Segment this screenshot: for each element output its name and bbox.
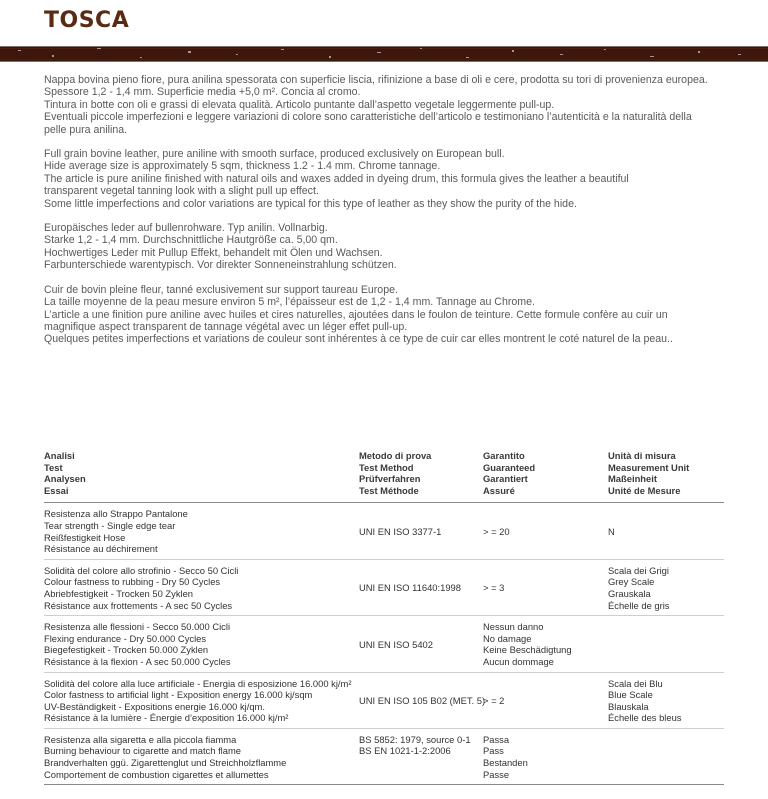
header-label: Garantiert <box>483 473 528 485</box>
cell-method <box>359 734 483 757</box>
desc-line: Hochwertiges Leder mit Pullup Effekt, behandelt mit Ölen und Wachsen. <box>44 246 383 259</box>
desc-line: La taille moyenne de la peau mesure environ 5 m², l’épaisseur est de 1,2 - 1,4 mm. Tannage au Chrome. <box>44 296 535 309</box>
cell-line: UV-Beständigkeit - Expositions energie 16.000 kj/qm. <box>44 700 265 712</box>
header-label: Assuré <box>483 484 515 496</box>
header-label: Guaranteed <box>483 461 536 473</box>
header-label: Metodo di prova <box>359 450 432 461</box>
cell-line: Échelle des bleus <box>608 712 682 724</box>
desc-line: Some little imperfections and color variations are typical for this type of leather as they show the purity of the hide. <box>44 197 577 210</box>
desc-line: transparent vegetal tanning look with a slight pull up effect. <box>44 185 319 198</box>
desc-line: The article is pure aniline finished with natural oils and waxes added in dyeing drum, this formula gives the leather a beautiful <box>44 172 629 185</box>
desc-line: Starke 1,2 - 1,4 mm. Durchschnittliche Hautgröße ca. 5,00 qm. <box>44 234 338 247</box>
header-label: Analisi <box>44 450 75 461</box>
cell-line: Nessun danno <box>483 621 544 633</box>
header-label: Unità di misura <box>608 450 676 461</box>
cell-line: Scala dei Grigi <box>608 564 669 576</box>
desc-line: Cuir de bovin pleine fleur, tanné exclusivement sur support taureau Europe. <box>44 283 398 296</box>
cell-line: Résistance au déchirement <box>44 543 158 555</box>
desc-line: Tintura in botte con oli e grassi di elevata qualità. Articolo puntante dall’aspetto vegetale leggermente pull-up. <box>44 98 555 111</box>
cell-line: Bestanden <box>483 757 528 769</box>
header-label: Test <box>44 461 63 473</box>
desc-line: Nappa bovina pieno fiore, pura anilina spessorata con superficie liscia, rifinizione a base di oli e cere, prodotta su tori di provenienza europea. <box>44 74 708 86</box>
header-label: Prüfverfahren <box>359 473 421 485</box>
cell-line: Blue Scale <box>608 689 653 701</box>
product-title: TOSCA <box>44 8 130 33</box>
desc-line: Eventuali piccole imperfezioni e leggere variazioni di colore sono caratteristiche dell’articolo e testimoniano l’autenticità e la naturalità della <box>44 111 692 124</box>
cell-analysis <box>44 678 359 724</box>
description-en <box>44 148 724 210</box>
header-label: Test Méthode <box>359 484 419 496</box>
spec-row-flexing-endurance <box>44 616 724 672</box>
header-label: Maßeinheit <box>608 473 657 485</box>
header-label: Garantito <box>483 450 525 461</box>
desc-line: Spessore 1,2 - 1,4 mm. Superficie media +5,0 m². Concia al cromo. <box>44 86 361 99</box>
cell-method <box>359 639 483 651</box>
cell-line: Flexing endurance - Dry 50.000 Cycles <box>44 632 207 644</box>
leather-texture-band <box>0 44 768 64</box>
cell-line: Brandverhalten ggü. Zigarettenglut und Streichholzflamme <box>44 757 287 769</box>
cell-line: Tear strength - Single edge tear <box>44 519 176 531</box>
cell-line: Grauskala <box>608 587 651 599</box>
cell-line: UNI EN ISO 5402 <box>359 638 433 650</box>
cell-line: Biegefestigkeit - Trocken 50.000 Zyklen <box>44 644 209 656</box>
header-guaranteed <box>483 450 608 496</box>
cell-line: Resistenza alle flessioni - Secco 50.000 Cicli <box>44 621 231 633</box>
cell-unit <box>608 678 724 724</box>
cell-line: Aucun dommage <box>483 655 554 667</box>
header-method <box>359 450 483 496</box>
cell-line: Grey Scale <box>608 576 655 588</box>
cell-line: Passa <box>483 733 510 745</box>
cell-guaranteed <box>483 695 608 707</box>
cell-line: BS 5852: 1979, source 0-1 <box>359 733 471 745</box>
cell-analysis <box>44 565 359 611</box>
cell-line: Reißfestigkeit Hose <box>44 531 126 543</box>
spec-row-rubbing-fastness <box>44 560 724 616</box>
description-text <box>44 74 724 358</box>
cell-line: > = 2 <box>483 694 505 706</box>
cell-line: > = 20 <box>483 525 510 537</box>
header-unit <box>608 450 724 496</box>
desc-line: Quelques petites imperfections et variations de couleur sont inhérentes à ce type de cuir car elles montrent le coté naturel de la peau.. <box>44 333 673 346</box>
desc-line: pelle pura anilina. <box>44 123 128 136</box>
cell-line: Résistance à la flexion - A sec 50.000 Cycles <box>44 655 231 667</box>
header-label: Essai <box>44 484 69 496</box>
cell-line: Colour fastness to rubbing - Dry 50 Cycles <box>44 576 221 588</box>
description-it <box>44 74 724 136</box>
cell-analysis <box>44 508 359 554</box>
header-analysis <box>44 450 359 496</box>
cell-line: Blauskala <box>608 700 649 712</box>
spec-row-tear-strength <box>44 503 724 559</box>
cell-guaranteed <box>483 621 608 667</box>
header-label: Measurement Unit <box>608 461 690 473</box>
cell-line: Burning behaviour to cigarette and match flame <box>44 745 241 757</box>
cell-line: Solidità del colore alla luce artificiale - Energia di esposizione 16.000 kj/m² <box>44 677 352 689</box>
cell-line: Abriebfestigkeit - Trocken 50 Zyklen <box>44 587 194 599</box>
specs-header <box>44 450 724 503</box>
cell-unit <box>608 565 724 611</box>
desc-line: Farbunterschiede warentypisch. Vor direkter Sonneneinstrahlung schützen. <box>44 259 397 272</box>
header-label: Test Method <box>359 461 414 473</box>
spec-row-light-fastness <box>44 673 724 729</box>
cell-line: Keine Beschädigtung <box>483 644 572 656</box>
cell-line: Solidità del colore allo strofinio - Secco 50 Cicli <box>44 564 239 576</box>
specs-table <box>44 450 724 785</box>
cell-line: UNI EN ISO 11640:1998 <box>359 582 461 594</box>
cell-line: Resistenza alla sigaretta e alla piccola fiamma <box>44 733 237 745</box>
description-fr <box>44 284 724 346</box>
cell-line: No damage <box>483 632 532 644</box>
cell-guaranteed <box>483 526 608 538</box>
cell-line: Pass <box>483 745 504 757</box>
cell-line: UNI EN ISO 105 B02 (MET. 5) <box>359 694 486 706</box>
cell-line: > = 3 <box>483 582 505 594</box>
cell-line: Résistance à la lumière - Énergie d’exposition 16.000 kj/m² <box>44 712 289 724</box>
cell-guaranteed <box>483 734 608 780</box>
desc-line: Full grain bovine leather, pure aniline with smooth surface, produced exclusively on European bull. <box>44 148 505 161</box>
cell-unit <box>608 526 724 538</box>
cell-line: Comportement de combustion cigarettes et allumettes <box>44 768 269 780</box>
cell-line: Scala dei Blu <box>608 677 663 689</box>
cell-line: Color fastness to artificial light - Exposition energy 16.000 kj/sqm <box>44 689 313 701</box>
cell-line: UNI EN ISO 3377-1 <box>359 525 442 537</box>
desc-line: Europäisches leder auf bullenrohware. Typ anilin. Vollnarbig. <box>44 222 328 235</box>
desc-line: magnifique aspect transparent de tannage végétal avec un léger effet pull-up. <box>44 320 408 333</box>
header-label: Analysen <box>44 473 86 485</box>
cell-line: Échelle de gris <box>608 599 670 611</box>
desc-line: Hide average size is approximately 5 sqm, thickness 1.2 - 1.4 mm. Chrome tannage. <box>44 160 441 173</box>
cell-line: N <box>608 525 615 537</box>
description-de <box>44 222 724 272</box>
cell-line: Passe <box>483 768 510 780</box>
header-label: Unité de Mesure <box>608 484 681 496</box>
cell-method <box>359 582 483 594</box>
cell-analysis <box>44 621 359 667</box>
cell-line: Résistance aux frottements - A sec 50 Cycles <box>44 599 233 611</box>
cell-analysis <box>44 734 359 780</box>
spec-row-burning-behaviour <box>44 729 724 785</box>
desc-line: L’article a une finition pure aniline avec huiles et cires naturelles, ajoutées dans le foulon de teinture. Cette formule confère au cuir un <box>44 308 668 321</box>
cell-method <box>359 526 483 538</box>
cell-method <box>359 694 486 707</box>
cell-guaranteed <box>483 582 608 594</box>
cell-line: Resistenza allo Strappo Pantalone <box>44 508 188 520</box>
cell-line: BS EN 1021-1-2:2006 <box>359 745 451 757</box>
